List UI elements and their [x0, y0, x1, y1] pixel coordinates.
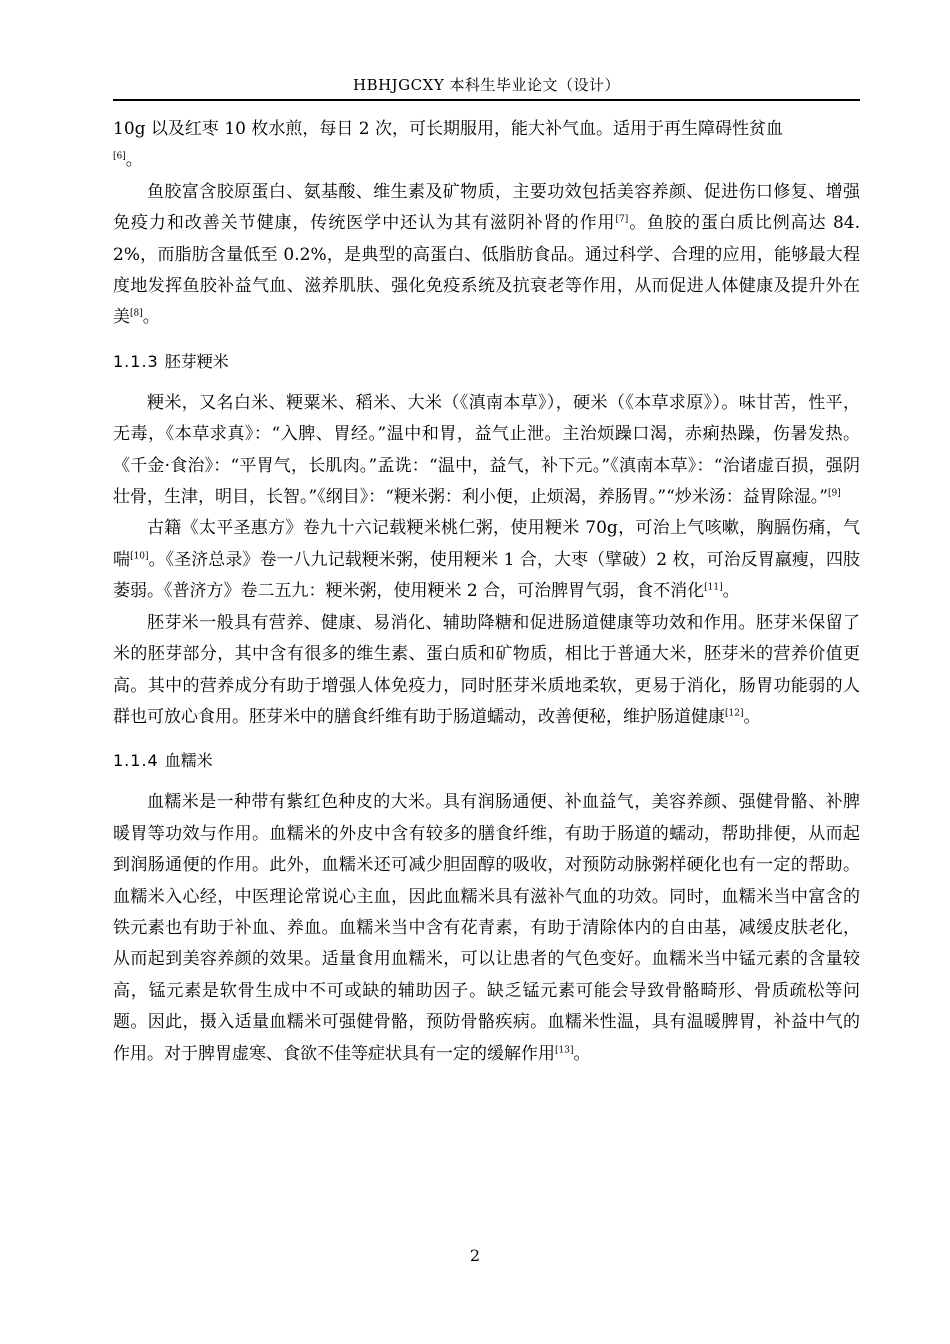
section-number: 1.1.3 — [113, 351, 159, 371]
section-number: 1.1.4 — [113, 751, 159, 771]
header-divider — [113, 99, 860, 101]
citation: [7] — [615, 214, 629, 225]
section-heading-1-1-4 — [113, 747, 860, 775]
paragraph-japonica-rice: 粳米，又名白米、粳粟米、稻米、大米（《滇南本草》），硬米（《本草求原》）。味甘苦，性平，无毒，《本草求真》：“入脾、胃经。”温中和胃，益气止泄。主治烦躁口渴，赤痢热躁，伤暑发热。《千金·食治》：“平胃气，长肌肉。”孟诜：“温中，益气，补下元。”《滇南本草》：“治诸虚百损，强阴壮骨，生津，明目，长智。”《纲目》：“粳米粥：利小便，止烦渴，养肠胃。”“炒米汤：益胃除湿。”[9] — [113, 392, 860, 508]
page-number: 2 — [469, 1246, 481, 1265]
section-title: 胚芽粳米 — [164, 351, 229, 371]
document-body — [113, 114, 860, 1070]
header-title: HBHJGCXY 本科生毕业论文（设计） — [352, 76, 620, 94]
section-title: 血糯米 — [164, 751, 213, 771]
page-header — [113, 76, 860, 94]
paragraph-continued: 10g 以及红枣 10 枚水煎，每日 2 次，可长期服用，能大补气血。适用于再生障碍性贫血 [6]。 — [113, 119, 783, 171]
citation: [12] — [725, 708, 744, 719]
paragraph-blood-glutinous-rice: 血糯米是一种带有紫红色种皮的大米。具有润肠通便、补血益气，美容养颜、强健骨骼、补脾暖胃等功效与作用。血糯米的外皮中含有较多的膳食纤维，有助于肠道的蠕动，帮助排便，从而起到润肠通便的作用。此外，血糯米还可减少胆固醇的吸收，对预防动脉粥样硬化也有一定的帮助。血糯米入心经，中医理论常说心主血，因此血糯米具有滋补气血的功效。同时，血糯米当中富含的铁元素也有助于补血、养血。血糯米当中含有花青素，有助于清除体内的自由基，减缓皮肤老化，从而起到美容养颜的效果。适量食用血糯米，可以让患者的气色变好。血糯米当中锰元素的含量较高，锰元素是软骨生成中不可或缺的辅助因子。缺乏锰元素可能会导致骨骼畸形、骨质疏松等问题。因此，摄入适量血糯米可强健骨骼，预防骨骼疾病。血糯米性温，具有温暖脾胃，补益中气的作用。对于脾胃虚寒、食欲不佳等症状具有一定的缓解作用[13]。 — [113, 792, 860, 1064]
citation: [10] — [130, 551, 149, 562]
citation: [8] — [130, 308, 143, 319]
paragraph-fish-maw: 鱼胶富含胶原蛋白、氨基酸、维生素及矿物质，主要功效包括美容养颜、促进伤口修复、增强免疫力和改善关节健康，传统医学中还认为其有滋阴补肾的作用[7]。鱼胶的蛋白质比例高达 84.2%，而脂肪含量低至 0.2%，是典型的高蛋白、低脂肪食品。通过科学、合理的应用，能够最大程度地发挥鱼胶补益气血、滋养肌肤、强化免疫系统及抗衰老等作用，从而促进人体健康及提升外在美[8]。 — [113, 181, 860, 328]
citation: [13] — [555, 1044, 574, 1055]
citation: [11] — [704, 582, 723, 593]
section-heading-1-1-3 — [113, 348, 860, 376]
paragraph-germ-rice: 胚芽米一般具有营养、健康、易消化、辅助降糖和促进肠道健康等功效和作用。胚芽米保留了米的胚芽部分，其中含有很多的维生素、蛋白质和矿物质，相比于普通大米，胚芽米的营养价值更高。其中的营养成分有助于增强人体免疫力，同时胚芽米质地柔软，更易于消化，肠胃功能弱的人群也可放心食用。胚芽米中的膳食纤维有助于肠道蠕动，改善便秘，维护肠道健康[12]。 — [113, 612, 860, 727]
citation: [6] — [113, 151, 126, 162]
paragraph-ancient-texts: 古籍《太平圣惠方》卷九十六记载粳米桃仁粥，使用粳米 70g，可治上气咳嗽，胸膈伤痛，气喘[10]。《圣济总录》卷一八九记载粳米粥，使用粳米 1 合，大枣（擘破）2 枚，可治反胃羸瘦，四肢萎弱。《普济方》卷二五九：粳米粥，使用粳米 2 合，可治脾胃气弱，食不消化[11]。 — [113, 518, 861, 602]
citation: [9] — [827, 488, 841, 499]
